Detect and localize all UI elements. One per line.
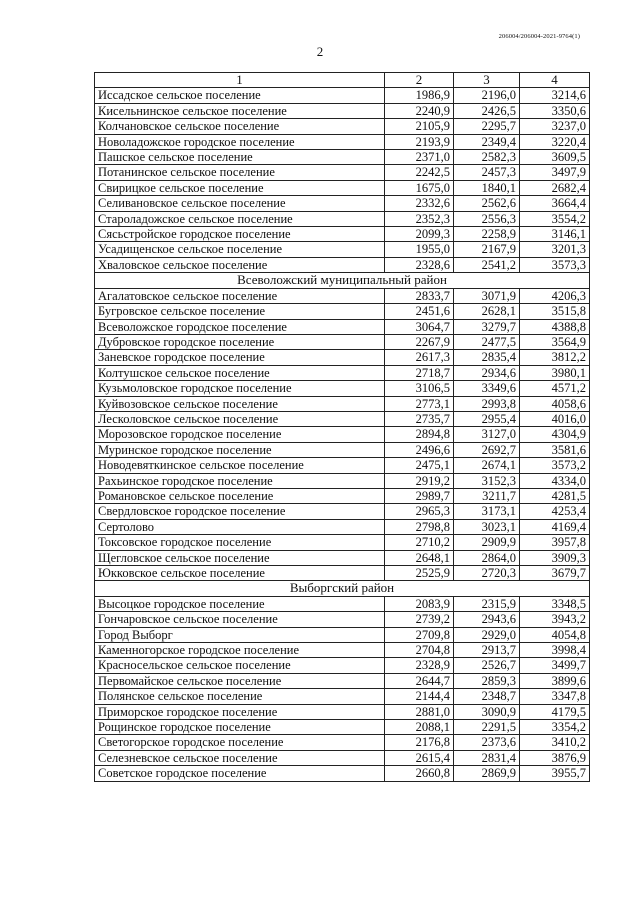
settlement-name-cell: Приморское городское поселение	[95, 704, 385, 719]
header-cell: 4	[520, 73, 590, 88]
value-cell-col2: 3106,5	[385, 381, 454, 396]
value-cell-col3: 2692,7	[454, 442, 520, 457]
settlement-name-cell: Дубровское городское поселение	[95, 334, 385, 349]
table-row	[95, 196, 590, 211]
value-cell-col2: 2709,8	[385, 627, 454, 642]
page-number: 2	[316, 44, 324, 59]
table-row	[95, 304, 590, 319]
table-row	[95, 488, 590, 503]
settlement-name-cell: Колчановское сельское поселение	[95, 119, 385, 134]
settlement-name-cell: Токсовское городское поселение	[95, 535, 385, 550]
table-row	[95, 427, 590, 442]
value-cell-col4: 3554,2	[520, 211, 590, 226]
settlement-name-cell: Гончаровское сельское поселение	[95, 612, 385, 627]
value-cell-col4: 4388,8	[520, 319, 590, 334]
value-cell-col4: 3350,6	[520, 103, 590, 118]
value-cell-col2: 2328,6	[385, 257, 454, 272]
settlement-name-cell: Кузьмоловское городское поселение	[95, 381, 385, 396]
value-cell-col2: 1986,9	[385, 88, 454, 103]
value-cell-col2: 2475,1	[385, 458, 454, 473]
settlement-name-cell: Потанинское сельское поселение	[95, 165, 385, 180]
settlement-name-cell: Сертолово	[95, 519, 385, 534]
table-row	[95, 627, 590, 642]
value-cell-col4: 3664,4	[520, 196, 590, 211]
value-cell-col4: 3201,3	[520, 242, 590, 257]
value-cell-col3: 2909,9	[454, 535, 520, 550]
value-cell-col2: 2965,3	[385, 504, 454, 519]
header-cell: 1	[95, 73, 385, 88]
table-row	[95, 350, 590, 365]
value-cell-col2: 2644,7	[385, 673, 454, 688]
value-cell-col3: 2556,3	[454, 211, 520, 226]
table-row	[95, 704, 590, 719]
value-cell-col3: 2167,9	[454, 242, 520, 257]
value-cell-col3: 2859,3	[454, 673, 520, 688]
value-cell-col2: 2352,3	[385, 211, 454, 226]
value-cell-col4: 3564,9	[520, 334, 590, 349]
value-cell-col3: 2929,0	[454, 627, 520, 642]
value-cell-col3: 2628,1	[454, 304, 520, 319]
table-row	[95, 257, 590, 272]
value-cell-col4: 2682,4	[520, 180, 590, 195]
table-row	[95, 365, 590, 380]
value-cell-col2: 2451,6	[385, 304, 454, 319]
value-cell-col4: 3581,6	[520, 442, 590, 457]
value-cell-col3: 2582,3	[454, 150, 520, 165]
table-row	[95, 519, 590, 534]
value-cell-col2: 2193,9	[385, 134, 454, 149]
table-row	[95, 442, 590, 457]
settlement-name-cell: Агалатовское сельское поселение	[95, 288, 385, 303]
table-row	[95, 288, 590, 303]
table-row	[95, 643, 590, 658]
value-cell-col3: 2457,3	[454, 165, 520, 180]
value-cell-col4: 3499,7	[520, 658, 590, 673]
settlement-name-cell: Селивановское сельское поселение	[95, 196, 385, 211]
settlement-name-cell: Морозовское городское поселение	[95, 427, 385, 442]
value-cell-col2: 2919,2	[385, 473, 454, 488]
value-cell-col4: 3943,2	[520, 612, 590, 627]
table-row	[95, 673, 590, 688]
value-cell-col3: 2258,9	[454, 227, 520, 242]
value-cell-col2: 2710,2	[385, 535, 454, 550]
table-row	[95, 165, 590, 180]
value-cell-col3: 2477,5	[454, 334, 520, 349]
value-cell-col2: 2240,9	[385, 103, 454, 118]
settlement-name-cell: Иссадское сельское поселение	[95, 88, 385, 103]
value-cell-col3: 2526,7	[454, 658, 520, 673]
value-cell-col3: 2674,1	[454, 458, 520, 473]
value-cell-col2: 2881,0	[385, 704, 454, 719]
value-cell-col4: 3220,4	[520, 134, 590, 149]
table-row	[95, 458, 590, 473]
settlement-name-cell: Красносельское сельское поселение	[95, 658, 385, 673]
value-cell-col2: 2144,4	[385, 689, 454, 704]
settlement-name-cell: Рощинское городское поселение	[95, 720, 385, 735]
value-cell-col4: 4334,0	[520, 473, 590, 488]
value-cell-col2: 2735,7	[385, 411, 454, 426]
value-cell-col4: 4169,4	[520, 519, 590, 534]
value-cell-col4: 3497,9	[520, 165, 590, 180]
table-row	[95, 720, 590, 735]
table-row	[95, 596, 590, 611]
value-cell-col4: 3980,1	[520, 365, 590, 380]
table-row	[95, 242, 590, 257]
settlement-name-cell: Советское городское поселение	[95, 766, 385, 781]
settlement-name-cell: Колтушское сельское поселение	[95, 365, 385, 380]
value-cell-col4: 4253,4	[520, 504, 590, 519]
value-cell-col4: 3876,9	[520, 750, 590, 765]
settlement-name-cell: Муринское городское поселение	[95, 442, 385, 457]
value-cell-col4: 3957,8	[520, 535, 590, 550]
value-cell-col2: 2371,0	[385, 150, 454, 165]
value-cell-col3: 2913,7	[454, 643, 520, 658]
value-cell-col2: 2704,8	[385, 643, 454, 658]
table-row	[95, 334, 590, 349]
settlement-name-cell: Щегловское сельское поселение	[95, 550, 385, 565]
value-cell-col2: 2176,8	[385, 735, 454, 750]
value-cell-col4: 3573,3	[520, 257, 590, 272]
value-cell-col3: 2426,5	[454, 103, 520, 118]
value-cell-col3: 3349,6	[454, 381, 520, 396]
value-cell-col4: 4206,3	[520, 288, 590, 303]
table-row	[95, 134, 590, 149]
table-row	[95, 766, 590, 781]
value-cell-col3: 3152,3	[454, 473, 520, 488]
table-row	[95, 150, 590, 165]
table-row	[95, 119, 590, 134]
table-row	[95, 658, 590, 673]
value-cell-col3: 2541,2	[454, 257, 520, 272]
table-row	[95, 180, 590, 195]
value-cell-col3: 2955,4	[454, 411, 520, 426]
value-cell-col2: 2718,7	[385, 365, 454, 380]
settlement-name-cell: Полянское сельское поселение	[95, 689, 385, 704]
value-cell-col4: 3899,6	[520, 673, 590, 688]
table-header-row	[95, 73, 590, 88]
value-cell-col4: 3515,8	[520, 304, 590, 319]
value-cell-col2: 2739,2	[385, 612, 454, 627]
settlement-name-cell: Староладожское сельское поселение	[95, 211, 385, 226]
value-cell-col4: 3909,3	[520, 550, 590, 565]
header-cell: 3	[454, 73, 520, 88]
value-cell-col2: 2617,3	[385, 350, 454, 365]
value-cell-col3: 2295,7	[454, 119, 520, 134]
settlement-name-cell: Каменногорское городское поселение	[95, 643, 385, 658]
settlement-name-cell: Селезневское сельское поселение	[95, 750, 385, 765]
value-cell-col2: 2328,9	[385, 658, 454, 673]
table-row	[95, 612, 590, 627]
settlement-name-cell: Сясьстройское городское поселение	[95, 227, 385, 242]
value-cell-col3: 2196,0	[454, 88, 520, 103]
settlement-name-cell: Светогорское городское поселение	[95, 735, 385, 750]
value-cell-col4: 3348,5	[520, 596, 590, 611]
value-cell-col3: 2835,4	[454, 350, 520, 365]
value-cell-col4: 4304,9	[520, 427, 590, 442]
value-cell-col2: 2105,9	[385, 119, 454, 134]
settlement-name-cell: Новодевяткинское сельское поселение	[95, 458, 385, 473]
value-cell-col2: 2332,6	[385, 196, 454, 211]
settlement-name-cell: Хваловское сельское поселение	[95, 257, 385, 272]
settlement-name-cell: Свердловское городское поселение	[95, 504, 385, 519]
value-cell-col2: 2648,1	[385, 550, 454, 565]
value-cell-col3: 3211,7	[454, 488, 520, 503]
value-cell-col2: 3064,7	[385, 319, 454, 334]
settlement-name-cell: Бугровское сельское поселение	[95, 304, 385, 319]
table-row	[95, 319, 590, 334]
table-row	[95, 504, 590, 519]
value-cell-col3: 2831,4	[454, 750, 520, 765]
table-row	[95, 473, 590, 488]
value-cell-col3: 2864,0	[454, 550, 520, 565]
settlement-name-cell: Заневское городское поселение	[95, 350, 385, 365]
value-cell-col4: 4179,5	[520, 704, 590, 719]
table-row	[95, 381, 590, 396]
value-cell-col4: 3146,1	[520, 227, 590, 242]
settlement-name-cell: Кисельнинское сельское поселение	[95, 103, 385, 118]
section-title: Всеволожский муниципальный район	[95, 273, 590, 288]
value-cell-col3: 3279,7	[454, 319, 520, 334]
value-cell-col4: 3679,7	[520, 566, 590, 581]
value-cell-col3: 2943,6	[454, 612, 520, 627]
table-row	[95, 750, 590, 765]
table-row	[95, 211, 590, 226]
table-row	[95, 227, 590, 242]
value-cell-col2: 2088,1	[385, 720, 454, 735]
value-cell-col2: 2833,7	[385, 288, 454, 303]
section-title: Выборгский район	[95, 581, 590, 596]
header-cell: 2	[385, 73, 454, 88]
value-cell-col3: 2869,9	[454, 766, 520, 781]
value-cell-col2: 1955,0	[385, 242, 454, 257]
value-cell-col4: 3812,2	[520, 350, 590, 365]
value-cell-col4: 4016,0	[520, 411, 590, 426]
value-cell-col3: 1840,1	[454, 180, 520, 195]
settlement-name-cell: Куйвозовское сельское поселение	[95, 396, 385, 411]
value-cell-col2: 2496,6	[385, 442, 454, 457]
value-cell-col2: 2083,9	[385, 596, 454, 611]
value-cell-col2: 2267,9	[385, 334, 454, 349]
table-row	[95, 411, 590, 426]
value-cell-col4: 3347,8	[520, 689, 590, 704]
value-cell-col4: 3410,2	[520, 735, 590, 750]
value-cell-col2: 2099,3	[385, 227, 454, 242]
table-row	[95, 88, 590, 103]
settlement-name-cell: Свирицкое сельское поселение	[95, 180, 385, 195]
value-cell-col4: 3354,2	[520, 720, 590, 735]
value-cell-col3: 2373,6	[454, 735, 520, 750]
value-cell-col3: 2720,3	[454, 566, 520, 581]
value-cell-col4: 4571,2	[520, 381, 590, 396]
settlement-name-cell: Рахьинское городское поселение	[95, 473, 385, 488]
value-cell-col2: 1675,0	[385, 180, 454, 195]
value-cell-col4: 3214,6	[520, 88, 590, 103]
value-cell-col4: 4054,8	[520, 627, 590, 642]
settlement-name-cell: Всеволожское городское поселение	[95, 319, 385, 334]
value-cell-col4: 3955,7	[520, 766, 590, 781]
table-row	[95, 550, 590, 565]
table-row	[95, 535, 590, 550]
value-cell-col2: 2242,5	[385, 165, 454, 180]
value-cell-col2: 2894,8	[385, 427, 454, 442]
table-row	[95, 689, 590, 704]
value-cell-col4: 3998,4	[520, 643, 590, 658]
value-cell-col2: 2525,9	[385, 566, 454, 581]
value-cell-col2: 2989,7	[385, 488, 454, 503]
value-cell-col3: 3071,9	[454, 288, 520, 303]
value-cell-col3: 3127,0	[454, 427, 520, 442]
value-cell-col3: 2993,8	[454, 396, 520, 411]
value-cell-col3: 2562,6	[454, 196, 520, 211]
settlement-name-cell: Новоладожское городское поселение	[95, 134, 385, 149]
section-header-row	[95, 273, 590, 288]
value-cell-col3: 3090,9	[454, 704, 520, 719]
value-cell-col2: 2773,1	[385, 396, 454, 411]
document-id: 206004/206004-2021-9764(1)	[498, 33, 580, 40]
settlement-name-cell: Город Выборг	[95, 627, 385, 642]
table-row	[95, 103, 590, 118]
value-cell-col4: 3573,2	[520, 458, 590, 473]
settlement-name-cell: Первомайское сельское поселение	[95, 673, 385, 688]
value-cell-col4: 3237,0	[520, 119, 590, 134]
settlement-name-cell: Высоцкое городское поселение	[95, 596, 385, 611]
value-cell-col4: 3609,5	[520, 150, 590, 165]
settlement-name-cell: Юкковское сельское поселение	[95, 566, 385, 581]
table-row	[95, 396, 590, 411]
value-cell-col2: 2615,4	[385, 750, 454, 765]
settlements-table	[94, 72, 590, 782]
settlement-name-cell: Лесколовское сельское поселение	[95, 411, 385, 426]
settlement-name-cell: Усадищенское сельское поселение	[95, 242, 385, 257]
value-cell-col4: 4058,6	[520, 396, 590, 411]
value-cell-col3: 2315,9	[454, 596, 520, 611]
value-cell-col2: 2798,8	[385, 519, 454, 534]
settlement-name-cell: Романовское сельское поселение	[95, 488, 385, 503]
value-cell-col3: 2291,5	[454, 720, 520, 735]
table-row	[95, 566, 590, 581]
value-cell-col2: 2660,8	[385, 766, 454, 781]
section-header-row	[95, 581, 590, 596]
settlement-name-cell: Пашское сельское поселение	[95, 150, 385, 165]
value-cell-col3: 3023,1	[454, 519, 520, 534]
table-row	[95, 735, 590, 750]
value-cell-col3: 2349,4	[454, 134, 520, 149]
value-cell-col3: 2934,6	[454, 365, 520, 380]
value-cell-col3: 2348,7	[454, 689, 520, 704]
value-cell-col4: 4281,5	[520, 488, 590, 503]
value-cell-col3: 3173,1	[454, 504, 520, 519]
